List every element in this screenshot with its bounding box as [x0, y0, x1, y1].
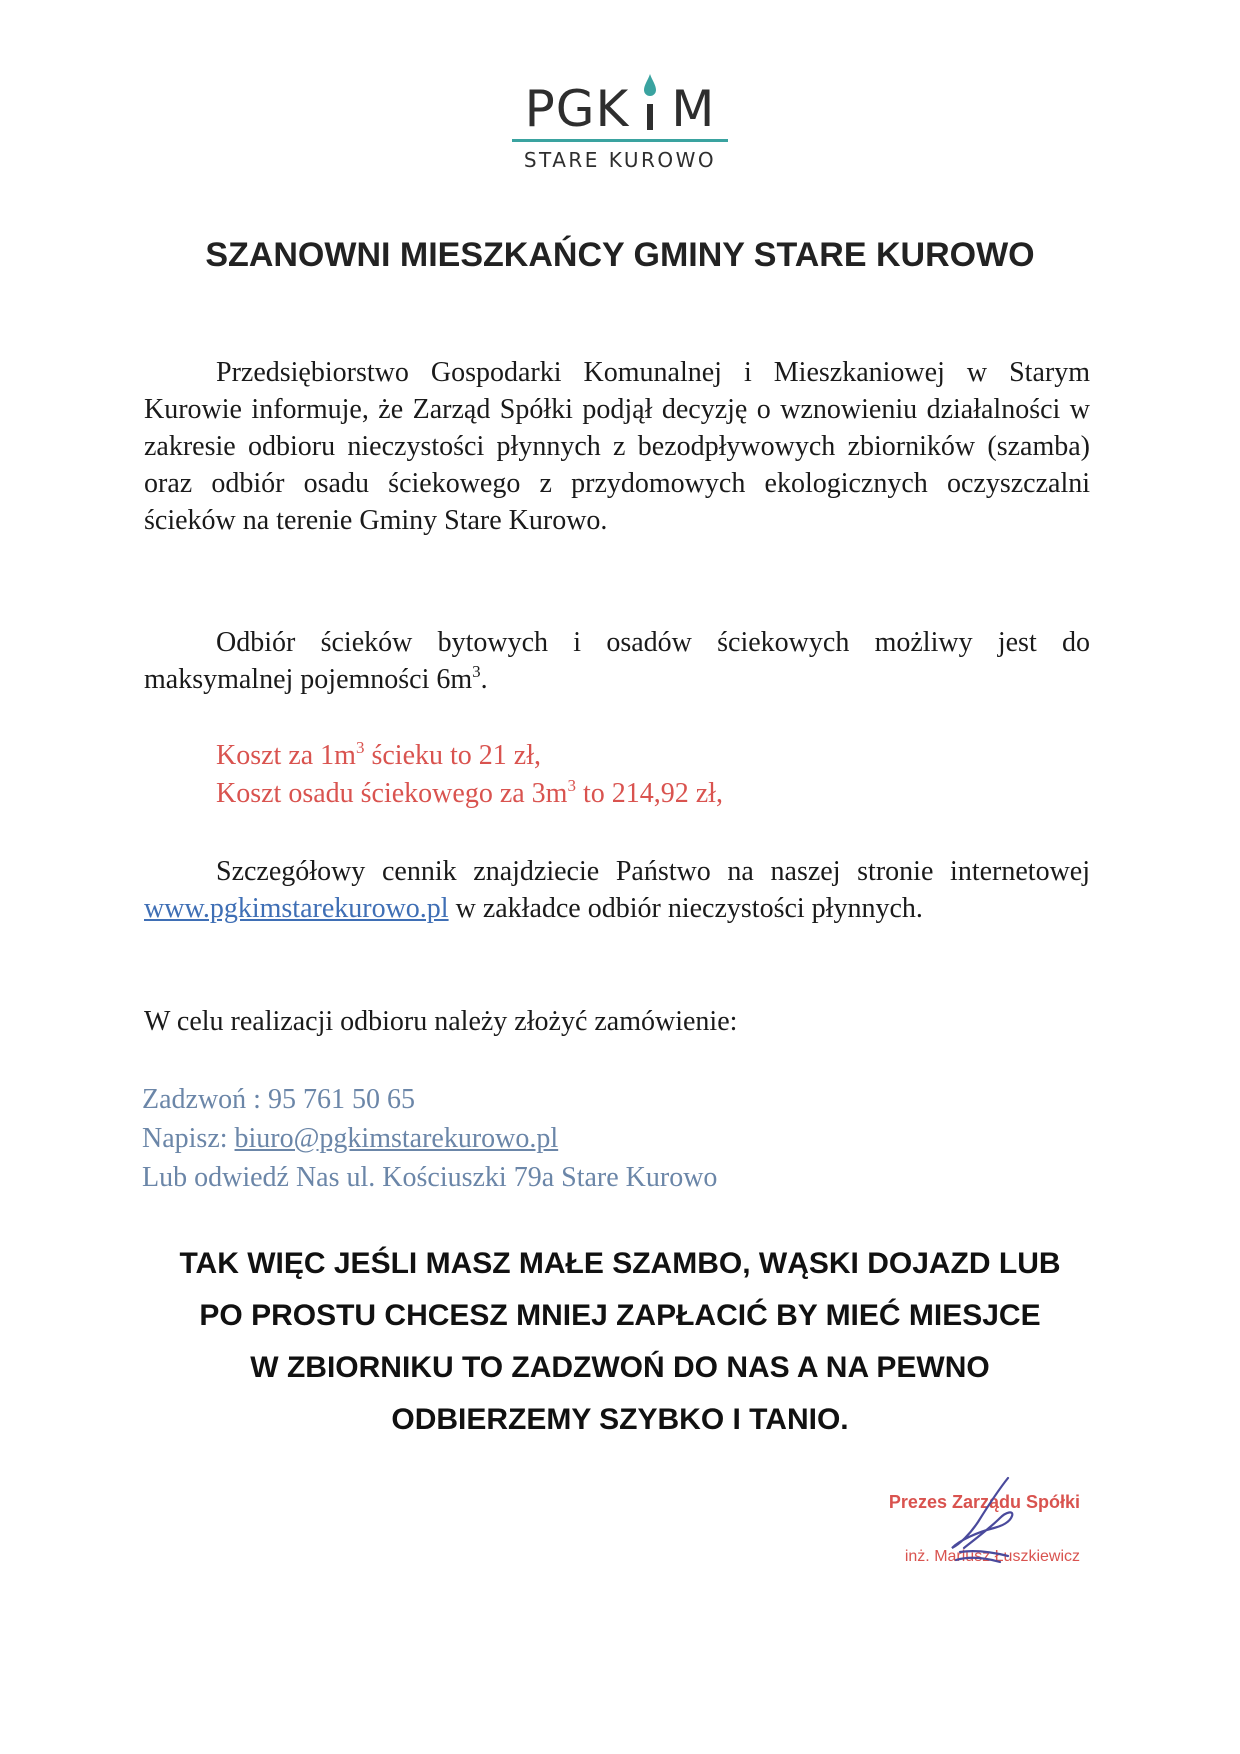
pricelist-paragraph [144, 853, 1090, 927]
price-line-sludge-b: to 214,92 zł, [575, 778, 723, 809]
signature-name: inż. Mariusz Łuszkiewicz [904, 1548, 1080, 1565]
price-line-sewage-b: ścieku to 21 zł, [364, 740, 541, 771]
pricelist-text-before: Szczegółowy cennik znajdziecie Państwo na naszej stronie internetowej [216, 856, 1090, 887]
price-line-sewage-sup: 3 [355, 738, 365, 757]
water-drop-icon [643, 74, 657, 98]
company-logo [512, 72, 728, 172]
logo-wordmark [512, 72, 728, 138]
intro-paragraph: Przedsiębiorstwo Gospodarki Komunalnej i Mieszkaniowej w Starym Kurowie informuje, że Zarząd Spółki podjął decyzję o wznowieniu działalności w zakresie odbioru nieczystości płynnych z bezodpływowych zbiorników (szamba) oraz odbiór osadu ściekowego z przydomowych ekologicznych oczyszczalni ścieków na terenie Gminy Stare Kurowo. [144, 357, 1090, 536]
logo-letters-pgk: PGK [524, 80, 630, 138]
price-line-sludge [216, 775, 1096, 813]
website-link[interactable]: www.pgkimstarekurowo.pl [144, 893, 449, 924]
logo-subtitle: STARE KUROWO [523, 148, 717, 172]
capacity-text: Odbiór ścieków bytowych i osadów ściekowych możliwy jest do maksymalnej pojemności 6m [144, 627, 1090, 695]
closing-line-4: ODBIERZEMY SZYBKO I TANIO. [391, 1403, 849, 1436]
handwritten-signature-icon [930, 1470, 1050, 1580]
contact-phone: Zadzwoń : 95 761 50 65 [142, 1084, 415, 1115]
pricelist-text-after: w zakładce odbiór nieczystości płynnych. [448, 893, 923, 924]
capacity-end: . [480, 664, 488, 695]
closing-line-1: TAK WIĘC JEŚLI MASZ MAŁE SZAMBO, WĄSKI DOJAZD LUB [179, 1247, 1061, 1280]
contact-email-line [142, 1119, 1042, 1158]
capacity-superscript: 3 [472, 662, 481, 681]
contact-block [142, 1080, 1042, 1197]
order-paragraph: W celu realizacji odbioru należy złożyć zamówienie: [144, 1006, 738, 1037]
capacity-paragraph [144, 624, 1090, 698]
contact-address: Lub odwiedź Nas ul. Kościuszki 79a Stare Kurowo [142, 1162, 718, 1193]
logo-letter-m: M [671, 80, 716, 138]
price-line-sewage [216, 737, 1096, 775]
logo-i-stem [647, 104, 653, 130]
closing-line-3: W ZBIORNIKU TO ZADZWOŃ DO NAS A NA PEWNO [250, 1351, 990, 1384]
logo-i-with-drop [635, 74, 665, 134]
closing-message [120, 1238, 1120, 1446]
page-headline: SZANOWNI MIESZKAŃCY GMINY STARE KUROWO [205, 236, 1035, 274]
closing-line-2: PO PROSTU CHCESZ MNIEJ ZAPŁACIĆ BY MIEĆ MIESJCE [199, 1299, 1041, 1332]
contact-email-label: Napisz: [142, 1123, 235, 1154]
price-line-sludge-sup: 3 [567, 776, 576, 795]
price-list [216, 737, 1096, 813]
signature-title: Prezes Zarządu Spółki [888, 1492, 1080, 1512]
price-line-sewage-a: Koszt za 1m [216, 740, 356, 771]
contact-email-link[interactable]: biuro@pgkimstarekurowo.pl [234, 1123, 559, 1154]
price-line-sludge-a: Koszt osadu ściekowego za 3m [216, 778, 568, 809]
signature-block [860, 1470, 1100, 1580]
logo-divider [512, 139, 728, 142]
